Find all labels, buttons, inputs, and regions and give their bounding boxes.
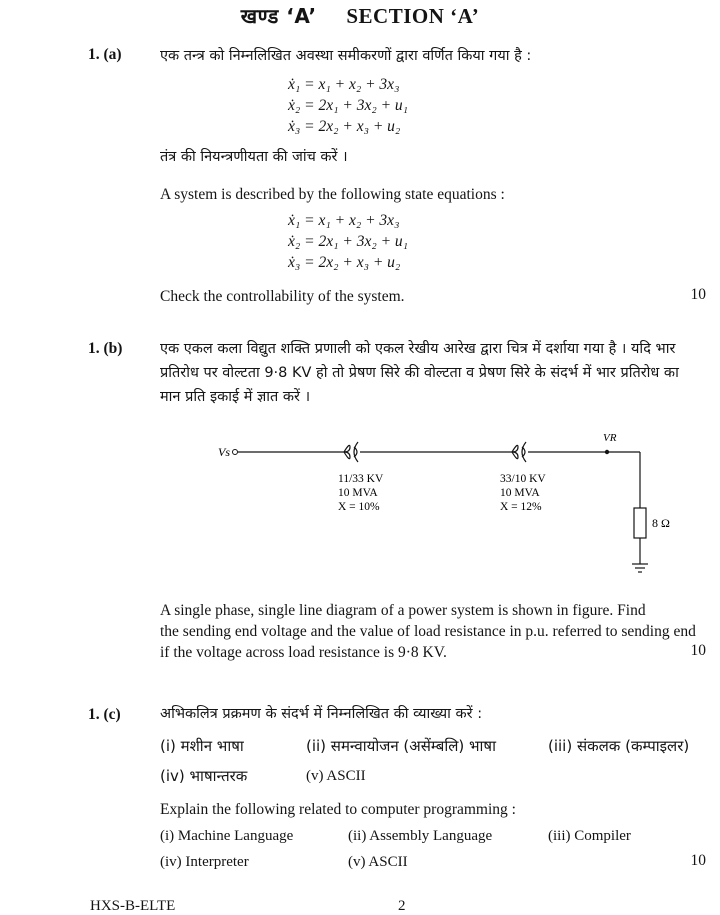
- equation-3: ẋ₃ = 2x₂ + x₃ + u₂: [288, 118, 401, 135]
- equation-2: ẋ₂ = 2x₁ + 3x₂ + u₁: [288, 233, 409, 250]
- load-resistor-icon: [634, 508, 646, 538]
- equation-3: ẋ₃ = 2x₂ + x₃ + u₂: [288, 254, 401, 271]
- q1a-marks: 10: [690, 286, 706, 303]
- q1b-hindi-line: एक एकल कला विद्युत शक्ति प्रणाली को एकल रेखीय आरेख द्वारा चित्र में दर्शाया गया है । यदि भार: [160, 341, 676, 357]
- q1c-hindi-option: (iii) संकलक (कम्पाइलर): [548, 737, 690, 755]
- section-heading: [0, 2, 720, 29]
- q1c-hindi-option: (i) मशीन भाषा: [160, 737, 244, 755]
- q1b-hindi-text: [160, 337, 712, 409]
- q1b-english-line: if the voltage across load resistance is 9·8 KV.: [160, 644, 447, 661]
- q1c-hindi-option: (iv) भाषान्तरक: [160, 767, 248, 785]
- single-line-diagram: [0, 420, 720, 590]
- q1b-english-line: A single phase, single line diagram of a power system is shown in figure. Find: [160, 602, 646, 619]
- q1c-english-option: (iv) Interpreter: [160, 854, 249, 870]
- t1-mva: 10 MVA: [338, 487, 378, 499]
- t1-reactance: X = 10%: [338, 501, 380, 513]
- q1c-hindi-option: (v) ASCII: [306, 768, 366, 784]
- equation-1: ẋ₁ = x₁ + x₂ + 3x₃: [288, 212, 400, 229]
- t2-rating: 33/10 KV: [500, 473, 546, 485]
- q1c-marks: 10: [690, 852, 706, 869]
- q1b-english-line: the sending end voltage and the value of load resistance in p.u. referred to sending end: [160, 623, 696, 640]
- vr-label: VR: [603, 432, 617, 444]
- q1a-equations-hindi: [288, 74, 408, 137]
- q1a-english-intro: A system is described by the following state equations :: [160, 186, 505, 203]
- q1c-english-option: (ii) Assembly Language: [348, 828, 493, 844]
- section-heading-hindi: खण्ड ‘A’: [240, 4, 317, 28]
- page-number: 2: [398, 898, 406, 914]
- q1c-english-intro: Explain the following related to computer programming :: [160, 801, 516, 818]
- question-number-1b: 1. (b): [88, 340, 123, 357]
- q1a-hindi-task: तंत्र की नियन्त्रणीयता की जांच करें ।: [160, 149, 348, 165]
- transformer-2-secondary-icon: [522, 442, 526, 462]
- q1c-english-option: (iii) Compiler: [548, 828, 631, 844]
- load-resistance-label: 8 Ω: [652, 516, 670, 530]
- t2-reactance: X = 12%: [500, 501, 542, 513]
- q1c-hindi-option: (ii) समन्वायोजन (असेंम्बलि) भाषा: [306, 737, 496, 755]
- vs-terminal: [233, 450, 238, 455]
- t1-rating: 11/33 KV: [338, 473, 384, 485]
- transformer-2-primary-icon: [512, 445, 518, 458]
- question-number-1a: 1. (a): [88, 46, 122, 63]
- equation-1: ẋ₁ = x₁ + x₂ + 3x₃: [288, 76, 400, 93]
- q1c-english-option: (v) ASCII: [348, 854, 408, 870]
- question-number-1c: 1. (c): [88, 706, 121, 723]
- q1b-marks: 10: [690, 642, 706, 659]
- q1b-english-text: [160, 600, 716, 663]
- q1c-english-option: (i) Machine Language: [160, 828, 294, 844]
- equation-2: ẋ₂ = 2x₁ + 3x₂ + u₁: [288, 97, 409, 114]
- t2-mva: 10 MVA: [500, 487, 540, 499]
- vr-node: [605, 450, 609, 454]
- section-heading-english: SECTION ‘A’: [346, 4, 480, 28]
- q1a-hindi-intro: एक तन्त्र को निम्नलिखित अवस्था समीकरणों द्वारा वर्णित किया गया है :: [160, 48, 532, 64]
- q1c-hindi-intro: अभिकलित्र प्रक्रमण के संदर्भ में निम्नलिखित की व्याख्या करें :: [160, 706, 483, 722]
- q1a-equations-english: [288, 210, 408, 273]
- q1a-english-task: Check the controllability of the system.: [160, 288, 405, 305]
- footer-code: HXS-B-ELTE: [90, 898, 176, 914]
- transformer-1-secondary-icon: [354, 442, 358, 462]
- transformer-1-primary-icon: [344, 445, 350, 458]
- vs-label: Vs: [218, 445, 230, 459]
- q1b-hindi-line: प्रतिरोध पर वोल्टता 9·8 KV हो तो प्रेषण सिरे की वोल्टता व प्रेषण सिरे के संदर्भ में भार प्रतिरोध का: [160, 365, 679, 381]
- q1b-hindi-line: मान प्रति इकाई में ज्ञात करें ।: [160, 389, 311, 405]
